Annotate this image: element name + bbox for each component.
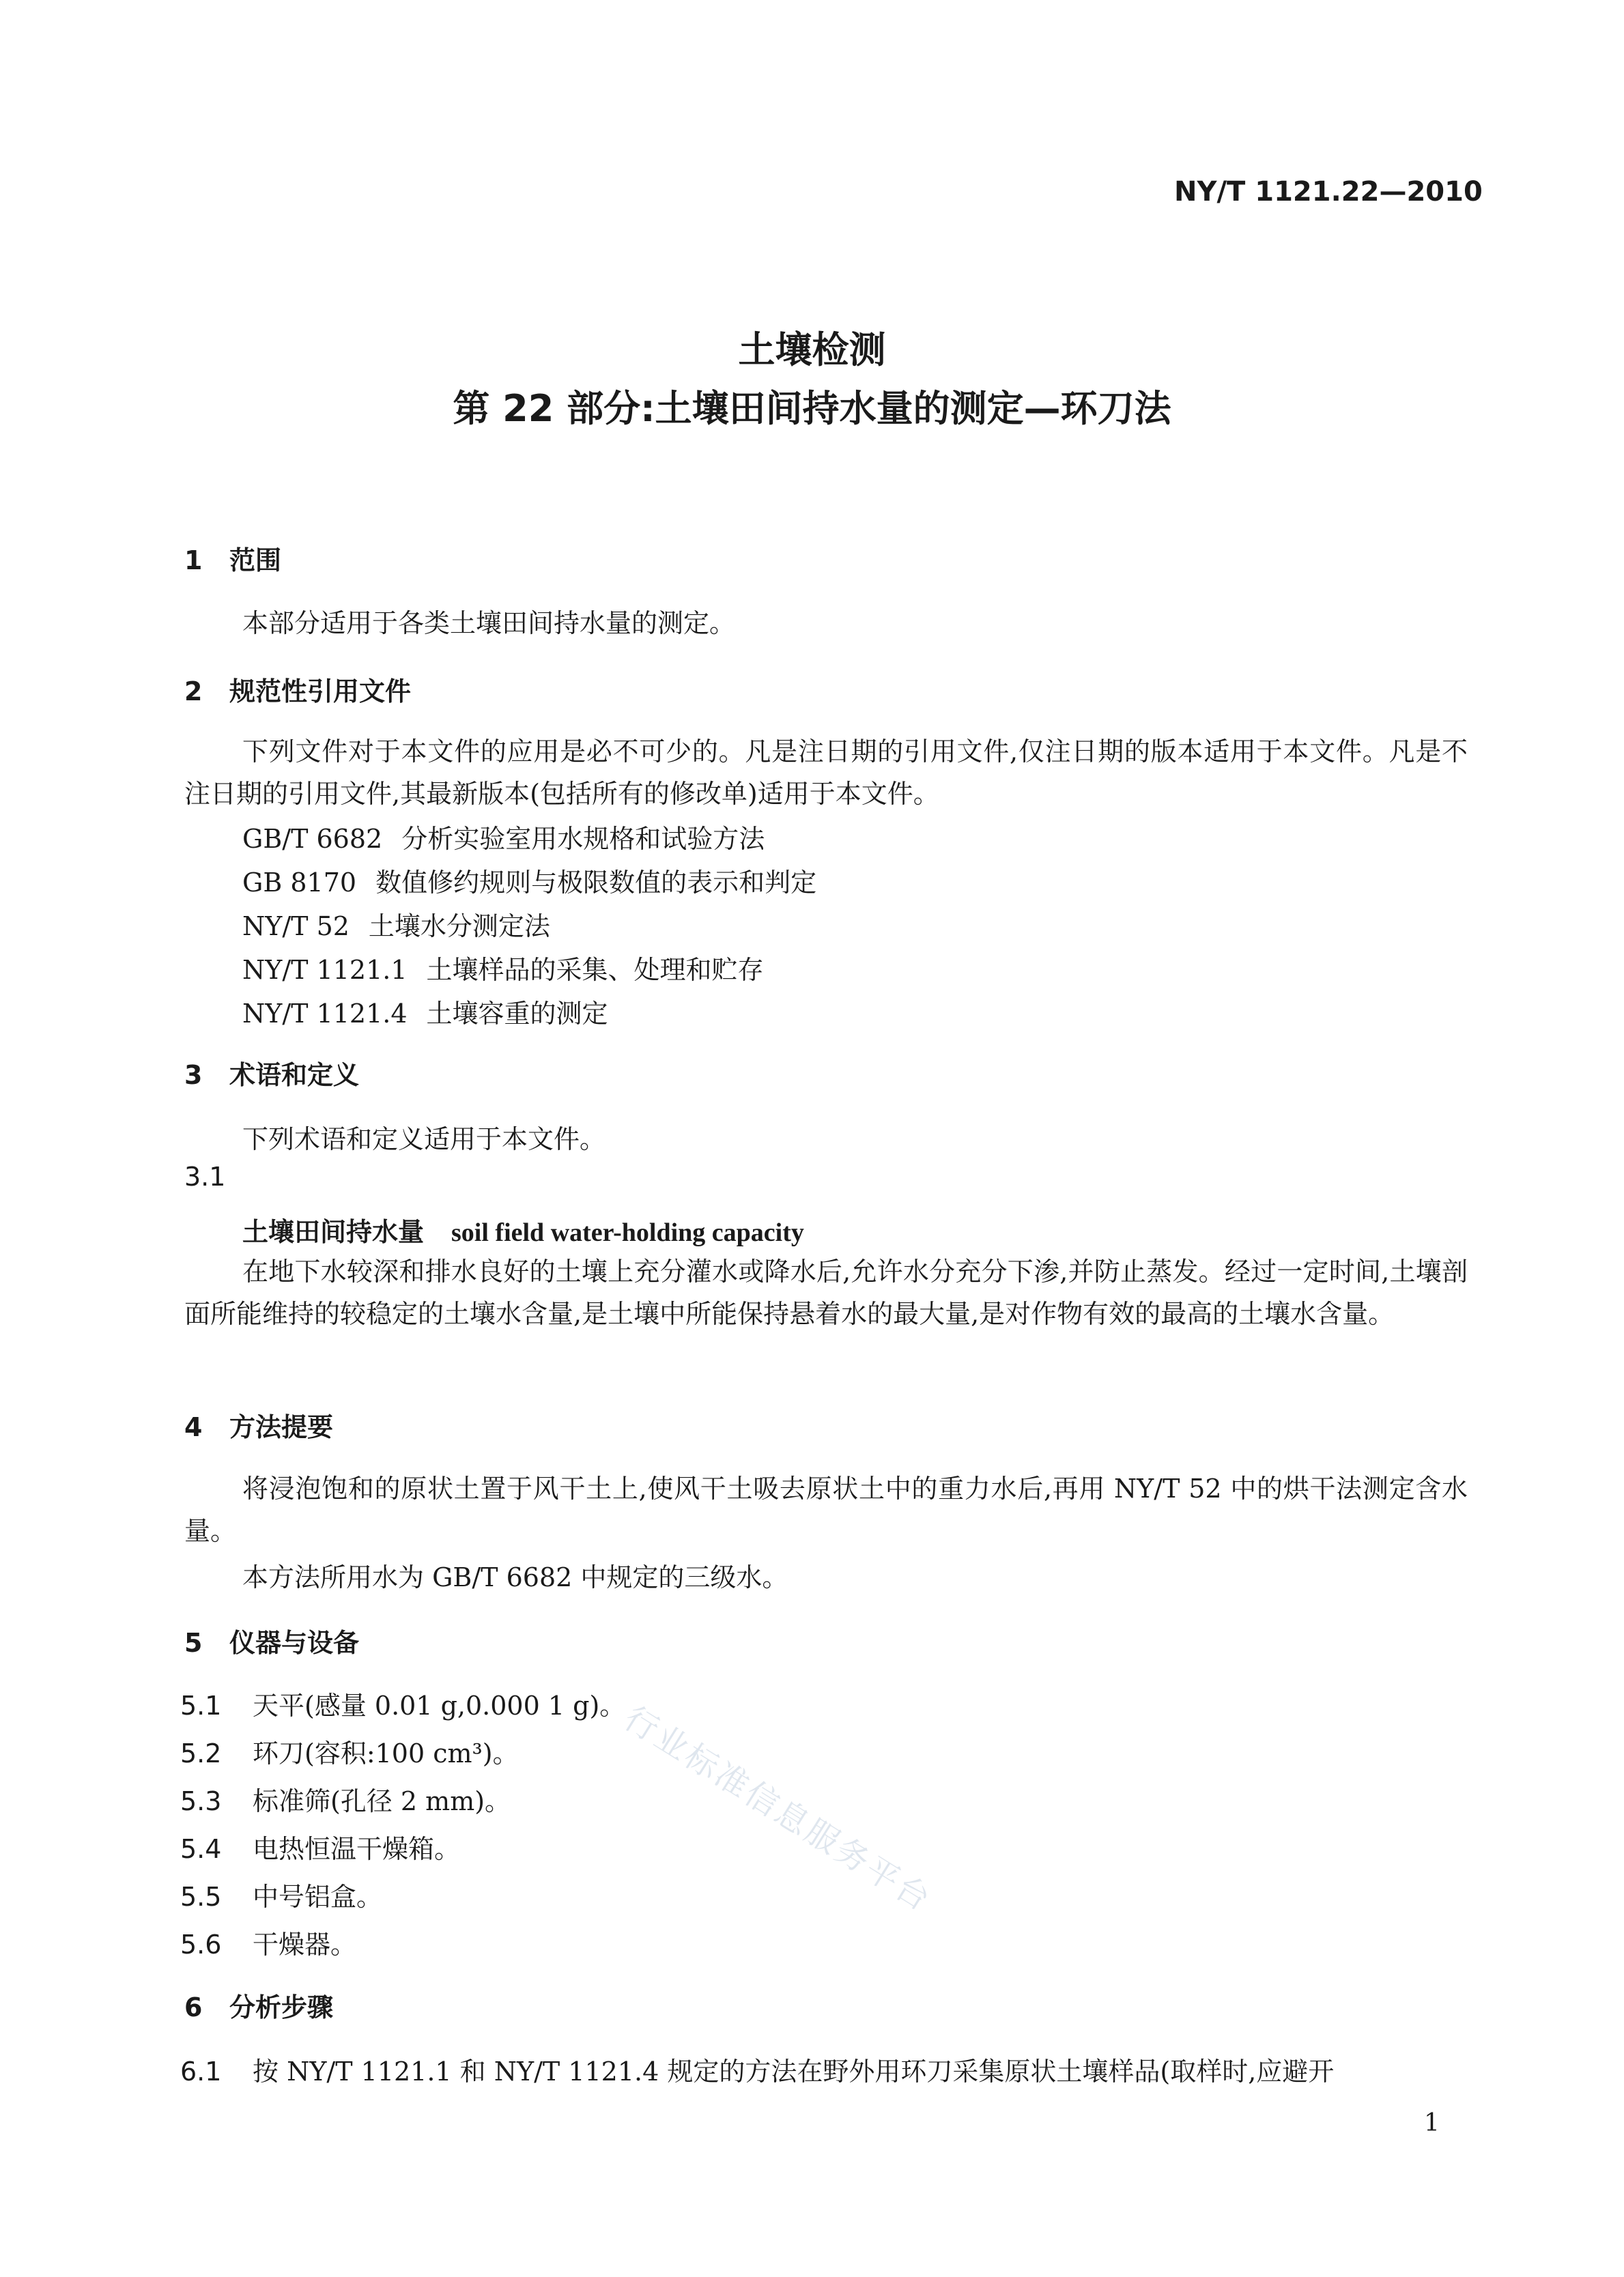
section-number: 3 bbox=[184, 1060, 203, 1090]
reference-title: 分析实验室用水规格和试验方法 bbox=[401, 824, 765, 854]
item-number: 6.1 bbox=[180, 2057, 222, 2087]
term-english: soil field water-holding capacity bbox=[451, 1218, 804, 1247]
reference-title: 数值修约规则与极限数值的表示和判定 bbox=[375, 868, 817, 898]
reference-code: GB/T 6682 bbox=[242, 824, 383, 854]
section-3-intro: 下列术语和定义适用于本文件。 bbox=[242, 1124, 606, 1154]
reference-title: 土壤水分测定法 bbox=[368, 911, 550, 941]
item-number: 5.6 bbox=[180, 1930, 222, 1960]
section-number: 4 bbox=[184, 1412, 203, 1442]
section-title: 术语和定义 bbox=[229, 1060, 360, 1090]
item-number: 5.4 bbox=[180, 1834, 222, 1864]
item-number: 5.5 bbox=[180, 1882, 222, 1912]
section-4-paragraph-1: 将浸泡饱和的原状土置于风干土上,使风干土吸去原状土中的重力水后,再用 NY/T 52 中的烘干法测定含水量。 bbox=[184, 1474, 1468, 1546]
section-number: 5 bbox=[184, 1628, 203, 1658]
section-4-paragraph-2: 本方法所用水为 GB/T 6682 中规定的三级水。 bbox=[242, 1562, 788, 1592]
section-title: 方法提要 bbox=[229, 1412, 334, 1442]
reference-code: NY/T 52 bbox=[242, 911, 350, 941]
section-title: 分析步骤 bbox=[229, 1992, 334, 2022]
standard-code: NY/T 1121.22—2010 bbox=[1174, 176, 1483, 207]
section-title: 仪器与设备 bbox=[229, 1628, 360, 1658]
equipment-item bbox=[180, 1876, 382, 1913]
equipment-item bbox=[180, 1828, 460, 1865]
item-number: 5.2 bbox=[180, 1738, 222, 1768]
section-5-heading bbox=[184, 1622, 359, 1659]
item-text: 电热恒温干燥箱。 bbox=[253, 1834, 461, 1864]
term-number: 3.1 bbox=[184, 1162, 226, 1192]
section-number: 2 bbox=[184, 676, 203, 706]
item-text: 标准筛(孔径 2 mm)。 bbox=[253, 1786, 511, 1816]
page-number: 1 bbox=[1424, 2109, 1440, 2137]
reference-item bbox=[242, 818, 765, 855]
watermark: 行业标准信息服务平台 bbox=[617, 1699, 939, 1920]
section-1-heading bbox=[184, 539, 281, 577]
item-text: 环刀(容积:100 cm³)。 bbox=[253, 1738, 519, 1768]
term-chinese: 土壤田间持水量 bbox=[242, 1217, 425, 1247]
reference-item bbox=[242, 992, 608, 1030]
reference-title: 土壤容重的测定 bbox=[426, 999, 608, 1029]
section-1-text: 本部分适用于各类土壤田间持水量的测定。 bbox=[242, 608, 736, 638]
section-2-intro: 下列文件对于本文件的应用是必不可少的。凡是注日期的引用文件,仅注日期的版本适用于本文件。凡是不注日期的引用文件,其最新版本(包括所有的修改单)适用于本文件。 bbox=[184, 736, 1468, 809]
item-text: 中号铝盒。 bbox=[253, 1882, 383, 1912]
reference-code: GB 8170 bbox=[242, 868, 357, 898]
reference-code: NY/T 1121.1 bbox=[242, 955, 408, 985]
section-3-heading bbox=[184, 1054, 359, 1091]
section-title: 范围 bbox=[229, 545, 282, 575]
term-definition: 在地下水较深和排水良好的土壤上充分灌水或降水后,允许水分充分下渗,并防止蒸发。经过一定时间,土壤剖面所能维持的较稳定的土壤水含量,是土壤中所能保持悬着水的最大量,是对作物有效的最高的土壤水含量。 bbox=[184, 1257, 1468, 1329]
item-number: 5.1 bbox=[180, 1691, 222, 1721]
procedure-item bbox=[180, 2050, 1334, 2088]
term-entry bbox=[242, 1211, 804, 1248]
equipment-item bbox=[180, 1732, 519, 1770]
section-number: 1 bbox=[184, 545, 203, 575]
section-2-heading bbox=[184, 670, 411, 708]
section-6-heading bbox=[184, 1986, 333, 2024]
section-4-heading bbox=[184, 1406, 333, 1444]
item-text: 干燥器。 bbox=[253, 1930, 357, 1960]
reference-title: 土壤样品的采集、处理和贮存 bbox=[426, 955, 764, 985]
item-number: 5.3 bbox=[180, 1786, 222, 1816]
item-text: 按 NY/T 1121.1 和 NY/T 1121.4 规定的方法在野外用环刀采集原状土壤样品(取样时,应避开 bbox=[253, 2057, 1335, 2087]
section-title: 规范性引用文件 bbox=[229, 676, 412, 706]
reference-code: NY/T 1121.4 bbox=[242, 999, 408, 1029]
title-line-2: 第 22 部分:土壤田间持水量的测定—环刀法 bbox=[453, 387, 1171, 430]
equipment-item bbox=[180, 1923, 356, 1961]
reference-item bbox=[242, 861, 816, 899]
equipment-item bbox=[180, 1780, 511, 1818]
section-number: 6 bbox=[184, 1992, 203, 2022]
equipment-item bbox=[180, 1685, 625, 1722]
title-line-1: 土壤检测 bbox=[738, 328, 886, 371]
reference-item bbox=[242, 949, 764, 986]
reference-item bbox=[242, 905, 550, 943]
item-text: 天平(感量 0.01 g,0.000 1 g)。 bbox=[253, 1691, 626, 1721]
